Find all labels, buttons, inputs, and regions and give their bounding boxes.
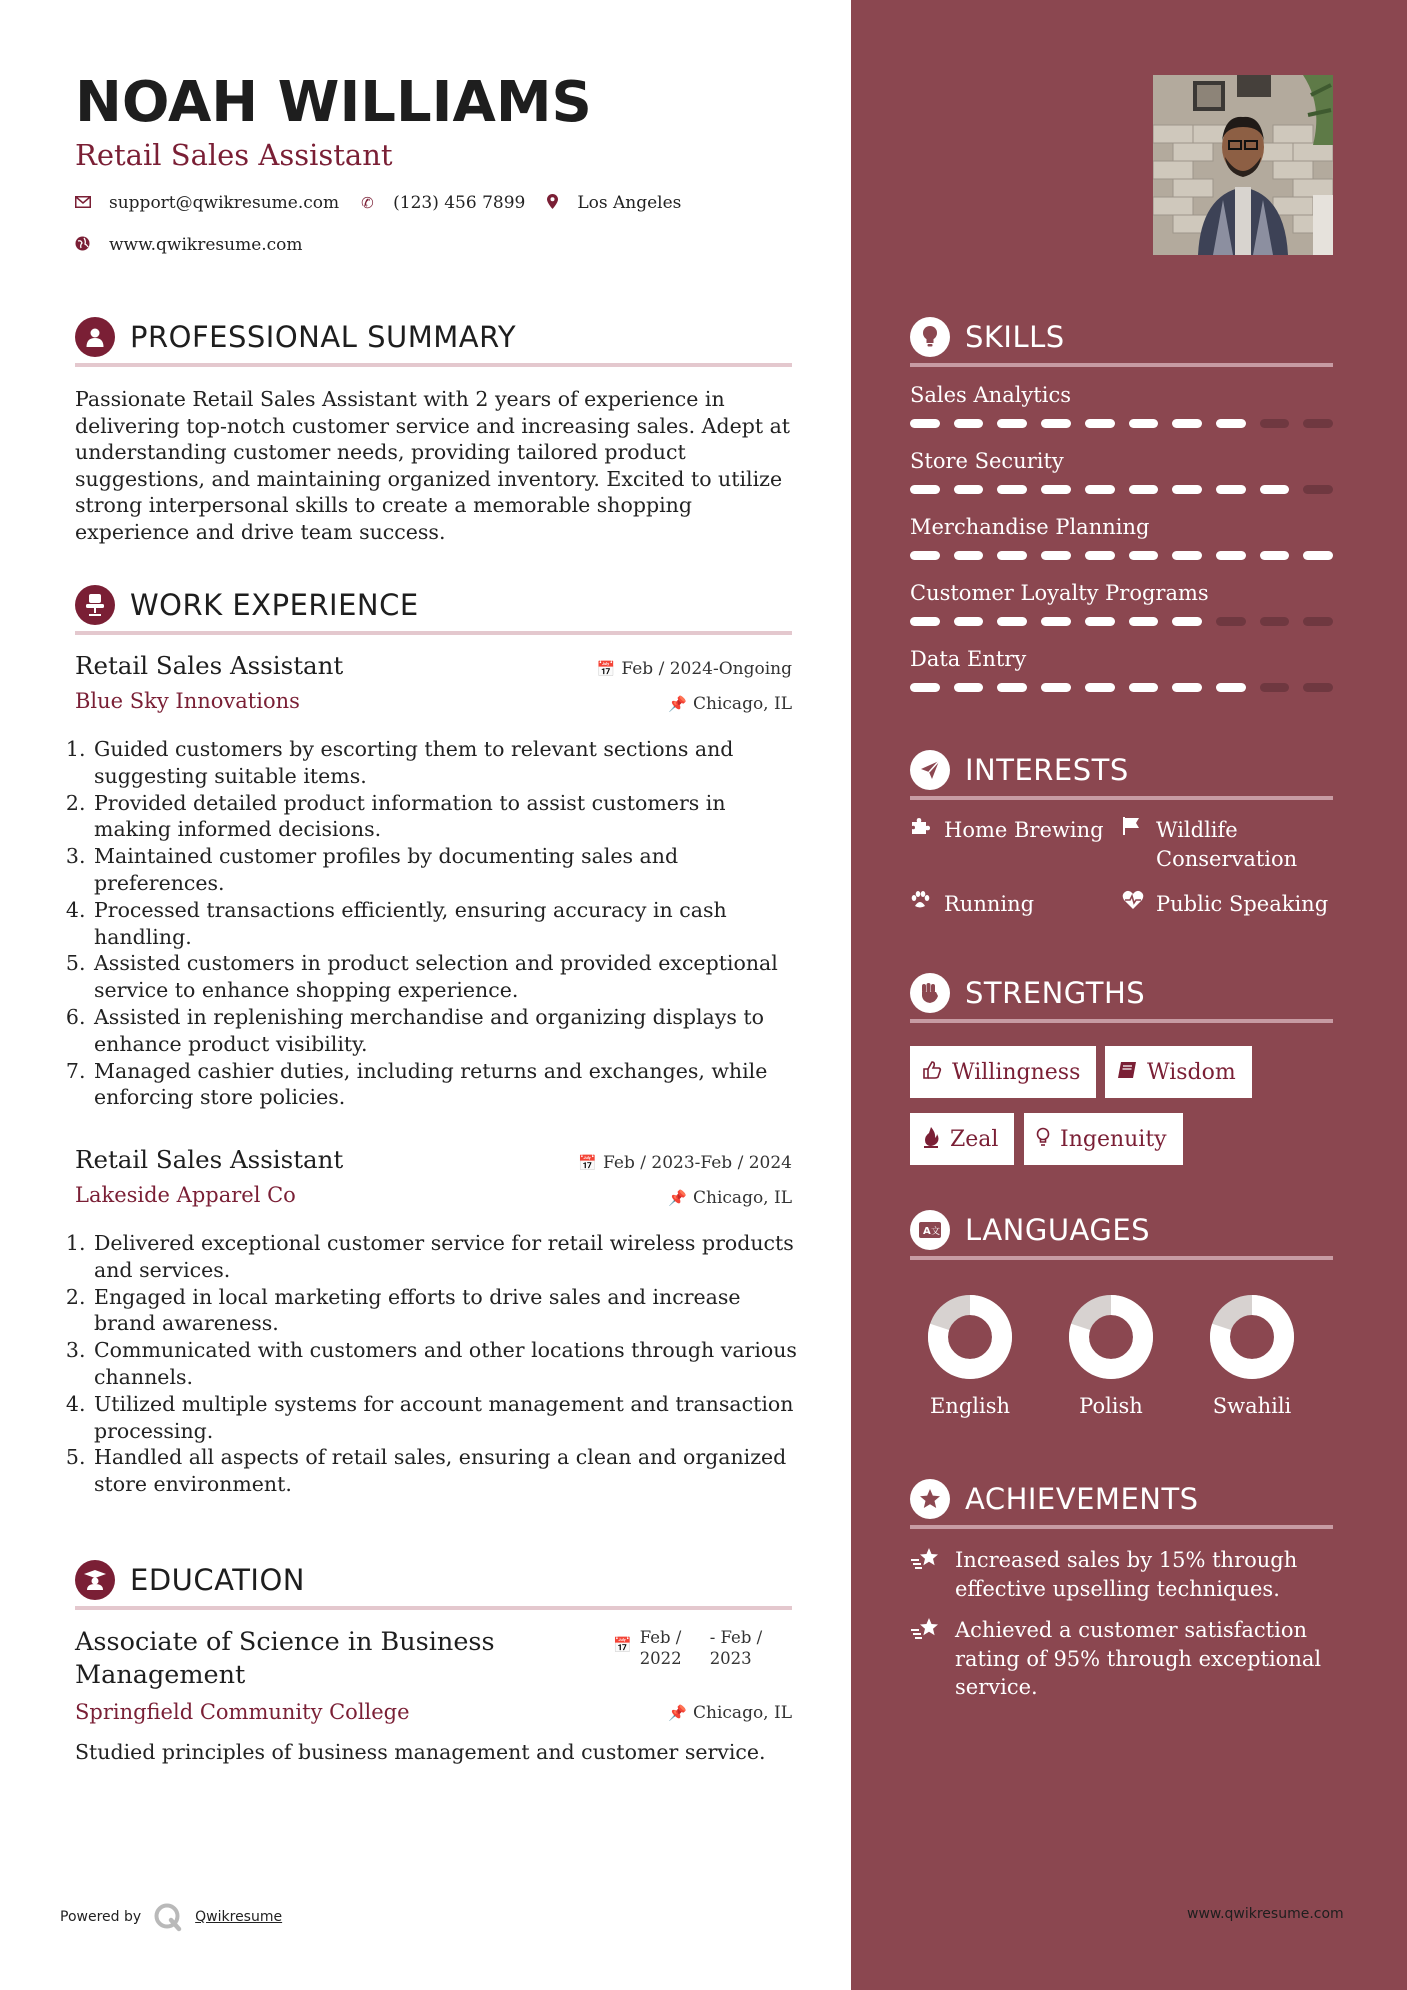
- skill-level-segment: [910, 617, 940, 626]
- skill-level-segment: [1260, 419, 1290, 428]
- website-row: [75, 235, 325, 255]
- interest-item: [1122, 816, 1332, 874]
- skill-level-segment: [1085, 419, 1115, 428]
- skill-level-segment: [1085, 485, 1115, 494]
- svg-text:A: A: [923, 1226, 931, 1237]
- skill-level-segment: [1303, 485, 1333, 494]
- calendar-icon: 📅: [578, 1154, 598, 1172]
- pin-icon: 📌: [668, 1704, 688, 1722]
- skill-level-bar: [910, 551, 1333, 560]
- list-item: 7. Managed cashier duties, including returns and exchanges, while enforcing store policies.: [92, 1058, 803, 1112]
- language-ring: [927, 1294, 1013, 1380]
- skill-level-segment: [1172, 419, 1202, 428]
- interest-label: Home Brewing: [944, 818, 1104, 842]
- strength-chip: [910, 1046, 1096, 1098]
- skill-level-segment: [1303, 419, 1333, 428]
- list-item: 1. Guided customers by escorting them to relevant sections and suggesting suitable items.: [92, 736, 803, 790]
- star-icon: [910, 1479, 950, 1519]
- skill-level-segment: [954, 551, 984, 560]
- skill-row: [910, 581, 1333, 626]
- interests-heading: [910, 745, 1333, 800]
- education-start-date: [640, 1627, 710, 1669]
- strength-label: Wisdom: [1147, 1059, 1236, 1085]
- experience-heading: [75, 580, 792, 635]
- education-end-date: [710, 1627, 770, 1669]
- skill-level-segment: [1260, 485, 1290, 494]
- skill-level-segment: [1085, 617, 1115, 626]
- skill-level-segment: [1216, 419, 1246, 428]
- skill-level-segment: [1260, 551, 1290, 560]
- language-name: Polish: [1079, 1394, 1143, 1418]
- pin-icon: 📌: [668, 1189, 688, 1207]
- job-company: Blue Sky Innovations: [75, 689, 300, 713]
- skill-level-segment: [997, 419, 1027, 428]
- skill-level-segment: [1216, 551, 1246, 560]
- skill-level-segment: [954, 683, 984, 692]
- candidate-name: NOAH WILLIAMS: [75, 70, 592, 135]
- website-link[interactable]: www.qwikresume.com: [109, 235, 303, 255]
- translate-icon: [910, 1210, 950, 1250]
- skill-level-segment: [997, 485, 1027, 494]
- job-date-text: Feb / 2023-Feb / 2024: [603, 1153, 792, 1173]
- skill-level-segment: [1129, 551, 1159, 560]
- skill-row: [910, 515, 1333, 560]
- flag-icon: [1122, 816, 1156, 874]
- interest-item: [910, 890, 1034, 919]
- location-text: Los Angeles: [577, 193, 682, 213]
- language-ring: [1068, 1294, 1154, 1380]
- job-duties-list: [68, 736, 803, 1111]
- skill-name: Sales Analytics: [910, 383, 1071, 407]
- education-heading: [75, 1555, 792, 1610]
- interest-label: Public Speaking: [1156, 892, 1329, 916]
- envelope-icon: [75, 194, 109, 212]
- calendar-icon: 📅: [596, 660, 616, 678]
- skill-name: Data Entry: [910, 647, 1027, 671]
- strengths-heading: [910, 968, 1333, 1023]
- language-item: [1051, 1294, 1171, 1418]
- strength-chip: [1105, 1046, 1252, 1098]
- skill-level-segment: [1260, 683, 1290, 692]
- footer-website-link[interactable]: www.qwikresume.com: [1187, 1906, 1344, 1922]
- language-name: English: [929, 1394, 1011, 1418]
- skill-level-segment: [1172, 551, 1202, 560]
- phone-number: (123) 456 7899: [393, 193, 526, 213]
- education-location: [668, 1703, 792, 1723]
- job-date: [578, 1153, 792, 1173]
- strengths-heading-text: STRENGTHS: [965, 976, 1146, 1010]
- fist-icon: [910, 973, 950, 1013]
- skill-level-segment: [997, 617, 1027, 626]
- skill-level-segment: [1172, 485, 1202, 494]
- list-item: 5. Handled all aspects of retail sales, ensuring a clean and organized store environment.: [92, 1444, 803, 1498]
- skill-level-segment: [1216, 617, 1246, 626]
- heartbeat-icon: [1122, 890, 1156, 919]
- qwikresume-link[interactable]: Qwikresume: [195, 1909, 283, 1925]
- skill-level-bar: [910, 485, 1333, 494]
- strength-label: Willingness: [952, 1059, 1081, 1085]
- skill-level-segment: [997, 683, 1027, 692]
- interest-item: [910, 816, 1104, 845]
- skill-level-segment: [910, 485, 940, 494]
- job-location: [668, 694, 792, 714]
- language-name: Swahili: [1212, 1394, 1292, 1418]
- briefcase-chair-icon: [75, 585, 115, 625]
- languages-heading: [910, 1205, 1333, 1260]
- skill-level-segment: [1303, 683, 1333, 692]
- qwikresume-logo-icon: [153, 1902, 183, 1932]
- skill-level-bar: [910, 419, 1333, 428]
- job-date-text: Feb / 2024-Ongoing: [621, 659, 792, 679]
- skill-level-segment: [1041, 683, 1071, 692]
- language-item: [910, 1294, 1030, 1418]
- svg-text:文: 文: [931, 1227, 941, 1237]
- experience-heading-text: WORK EXPERIENCE: [130, 588, 419, 622]
- summary-heading-text: PROFESSIONAL SUMMARY: [130, 320, 517, 354]
- powered-by-label: Powered by: [60, 1909, 142, 1925]
- skill-level-segment: [910, 683, 940, 692]
- job-location: [668, 1188, 792, 1208]
- skill-level-segment: [1129, 485, 1159, 494]
- skill-level-segment: [1085, 551, 1115, 560]
- paw-icon: [910, 890, 944, 919]
- achievement-text: Achieved a customer satisfaction rating of 95% through exceptional service.: [955, 1618, 1322, 1699]
- list-item: 2. Provided detailed product information to assist customers in making informed decisions.: [92, 790, 803, 844]
- candidate-title: Retail Sales Assistant: [75, 138, 393, 172]
- skill-level-segment: [910, 419, 940, 428]
- list-item: 4. Processed transactions efficiently, ensuring accuracy in cash handling.: [92, 897, 803, 951]
- achievement-text: Increased sales by 15% through effective upselling techniques.: [955, 1548, 1298, 1601]
- profile-photo: [1153, 75, 1333, 255]
- education-location-text: Chicago, IL: [693, 1703, 792, 1723]
- list-item: 4. Utilized multiple systems for account management and transaction processing.: [92, 1391, 803, 1445]
- end-date-line1: - Feb /: [709, 1628, 763, 1647]
- skill-level-segment: [1129, 617, 1159, 626]
- education-description: Studied principles of business management and customer service.: [75, 1740, 766, 1764]
- job-title: Retail Sales Assistant: [75, 651, 344, 680]
- start-date-line1: Feb /: [639, 1628, 682, 1647]
- skill-level-segment: [1260, 617, 1290, 626]
- list-item: 5. Assisted customers in product selection and provided exceptional service to enhance shopping experience.: [92, 950, 803, 1004]
- school-name: Springfield Community College: [75, 1700, 410, 1724]
- phone-icon: ✆: [361, 194, 374, 212]
- globe-icon: [75, 236, 109, 255]
- languages-heading-text: LANGUAGES: [965, 1213, 1151, 1247]
- shooting-star-icon: [910, 1616, 955, 1702]
- achievement-item: [910, 1546, 1333, 1603]
- interests-heading-text: INTERESTS: [965, 753, 1129, 787]
- skill-level-segment: [1041, 551, 1071, 560]
- lightbulb-icon: [1036, 1127, 1050, 1152]
- job-location-text: Chicago, IL: [693, 694, 792, 714]
- contact-row: [75, 193, 703, 213]
- skills-heading: [910, 312, 1333, 367]
- language-ring: [1209, 1294, 1295, 1380]
- strength-label: Zeal: [950, 1126, 999, 1152]
- skills-heading-text: SKILLS: [965, 320, 1065, 354]
- email-link[interactable]: support@qwikresume.com: [109, 193, 340, 213]
- education-dates: [613, 1627, 770, 1669]
- language-item: [1192, 1294, 1312, 1418]
- skill-level-segment: [997, 551, 1027, 560]
- shooting-star-icon: [910, 1546, 955, 1603]
- skill-level-bar: [910, 683, 1333, 692]
- skill-name: Store Security: [910, 449, 1064, 473]
- skill-level-segment: [1216, 485, 1246, 494]
- strength-chip: [910, 1113, 1014, 1165]
- summary-heading: [75, 312, 792, 367]
- job-title: Retail Sales Assistant: [75, 1145, 344, 1174]
- list-item: 3. Communicated with customers and other locations through various channels.: [92, 1337, 803, 1391]
- book-icon: [1117, 1061, 1137, 1084]
- paper-plane-icon: [910, 750, 950, 790]
- powered-by: [60, 1902, 282, 1932]
- skill-level-segment: [1041, 419, 1071, 428]
- pin-icon: 📌: [668, 695, 688, 713]
- skill-level-segment: [1129, 419, 1159, 428]
- list-item: 1. Delivered exceptional customer service for retail wireless products and services.: [92, 1230, 803, 1284]
- skill-level-segment: [1303, 551, 1333, 560]
- summary-text: Passionate Retail Sales Assistant with 2 years of experience in delivering top-notch customer service and increasing sales. Adept at understanding customer needs, providing tailored product suggestions, and maintaining organized inventory. Excited to utilize strong interpersonal skills to create a memorable shopping experience and drive team success.: [75, 387, 791, 544]
- skill-row: [910, 647, 1333, 692]
- skill-level-segment: [1172, 683, 1202, 692]
- skill-level-segment: [1172, 617, 1202, 626]
- lightbulb-icon: [910, 317, 950, 357]
- list-item: 2. Engaged in local marketing efforts to drive sales and increase brand awareness.: [92, 1284, 803, 1338]
- map-marker-icon: [547, 194, 577, 213]
- skill-level-segment: [1041, 617, 1071, 626]
- graduate-icon: [75, 1560, 115, 1600]
- user-icon: [75, 317, 115, 357]
- achievement-item: [910, 1616, 1333, 1702]
- interest-item: [1122, 890, 1328, 919]
- skill-level-segment: [1085, 683, 1115, 692]
- interest-label: Running: [944, 892, 1035, 916]
- achievements-heading: [910, 1474, 1333, 1529]
- job-company: Lakeside Apparel Co: [75, 1183, 296, 1207]
- achievements-heading-text: ACHIEVEMENTS: [965, 1482, 1199, 1516]
- job-duties-list: [68, 1230, 803, 1498]
- job-location-text: Chicago, IL: [693, 1188, 792, 1208]
- education-heading-text: EDUCATION: [130, 1563, 306, 1597]
- fire-icon: [922, 1126, 940, 1153]
- start-date-line2: 2022: [639, 1649, 682, 1668]
- degree-title: Associate of Science in Business Management: [75, 1627, 495, 1690]
- end-date-line2: 2023: [709, 1649, 752, 1668]
- puzzle-icon: [910, 816, 944, 845]
- skill-level-segment: [954, 485, 984, 494]
- job-date: [597, 659, 792, 679]
- interest-label: Wildlife Conservation: [1156, 818, 1298, 871]
- skill-level-segment: [910, 551, 940, 560]
- calendar-icon: 📅: [613, 1636, 632, 1654]
- skill-level-segment: [1041, 485, 1071, 494]
- strength-chip: [1024, 1113, 1183, 1165]
- skill-level-segment: [1129, 683, 1159, 692]
- skill-row: [910, 383, 1333, 428]
- list-item: 6. Assisted in replenishing merchandise and organizing displays to enhance product visibility.: [92, 1004, 803, 1058]
- skill-level-bar: [910, 617, 1333, 626]
- list-item: 3. Maintained customer profiles by documenting sales and preferences.: [92, 843, 803, 897]
- strength-label: Ingenuity: [1060, 1126, 1167, 1152]
- skill-level-segment: [1216, 683, 1246, 692]
- skill-level-segment: [954, 419, 984, 428]
- skill-row: [910, 449, 1333, 494]
- skill-level-segment: [954, 617, 984, 626]
- skill-name: Merchandise Planning: [910, 515, 1150, 539]
- thumbs-up-icon: [922, 1060, 942, 1085]
- skill-name: Customer Loyalty Programs: [910, 581, 1209, 605]
- skill-level-segment: [1303, 617, 1333, 626]
